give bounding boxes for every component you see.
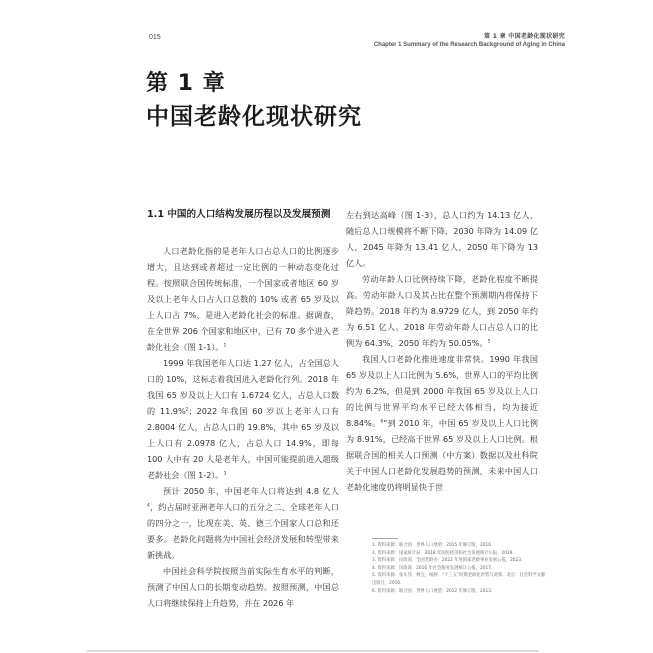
paragraph-text: 预计 2050 年，中国老年人口将达到 4.8 亿人 <box>163 486 339 496</box>
footnote-ref[interactable]: 3 <box>223 471 227 477</box>
paragraph <box>147 243 339 355</box>
page-number: 015 <box>149 34 161 41</box>
footnote: 6. 资料来源：联合国．世界人口展望：2012 年修订版，2013. <box>372 588 493 594</box>
paragraph-text: 劳动年龄人口比例持续下降，老龄化程度不断提高。劳动年龄人口及其占比在整个预测期内将保持下降趋势。2018 年约为 8.9729 亿人，到 2050 年约为 6.51 亿人。2018 年劳动年龄人口占总人口的比例为 64.3%，2050 年约为 50.05%。 <box>346 274 538 348</box>
footnote-ref[interactable]: 5 <box>487 339 491 345</box>
footnote: 3. 资料来源：民政部，全国老龄办．2022 年度国家老龄事业发展公报，2023. <box>372 558 523 564</box>
paragraph <box>147 355 339 483</box>
footnote: 1. 资料来源：联合国．世界人口展望：2015 年修订版，2016. <box>372 543 493 548</box>
footnote-ref[interactable]: 1 <box>223 343 227 349</box>
footnote-ref[interactable]: 4 <box>147 503 150 509</box>
paragraph-text: 中国社会科学院按照当前实际生育水平的判断，预测了中国人口的长期变动趋势。按照预测，中国总人口将继续保持上升趋势，并在 2026 年 <box>147 566 339 608</box>
footnote: 5. 资料来源：张车伟，林宝，杨舸．“十三五”时期老龄化形势与对策．北京：社会科学文献出版社，2016. <box>372 573 546 586</box>
paragraph <box>346 207 538 271</box>
section-heading: 1.1 中国的人口结构发展历程以及发展预测 <box>147 209 331 220</box>
running-head-english: Chapter 1 Summary of the Research Background of Aging in China <box>373 42 565 48</box>
paragraph-text: 人口老龄化指的是老年人口占总人口的比例逐步增大，且达到或者超过一定比例的一种动态变化过程。按照联合国传统标准，一个国家或者地区 60 岁及以上老年人口占人口总数的 10% 或者 65 岁及以上人口占 7%，是进入老龄化社会的标准。据调查，在全世界 206 个国家和地区中，已有 70 多个进入老龄化社会（图 1-1）。 <box>147 246 339 352</box>
footnote-divider <box>372 538 398 539</box>
footnote: 2. 资料来源：国家统计局．2018 年国民经济和社会发展统计公报，2019. <box>372 550 514 556</box>
paragraph-text: 我国人口老龄化推进速度非常快。1990 年我国 65 岁及以上人口比例为 5.6%，世界人口的平均比例约为 6.2%，但是到 2000 年我国 65 岁及以上人口的比例与世界平均水平已经大体相当，均为接近 8.84%。 <box>346 354 538 428</box>
chapter-number: 第 1 章 <box>146 71 226 96</box>
paragraph-text: ；2022 年我国 60 岁以上老年人口有 2.8004 亿人，占总人口的 19.8%，其中 65 岁及以上人口有 2.0978 亿人，占总人口 14.9%，即每 100 人中有 20 人是老年人，中国可能提前进入超级老龄社会（图 1-2）。 <box>147 406 339 480</box>
footnote: 4. 资料来源：民政部．2016 年社会服务发展统计公报，2017. <box>372 565 493 571</box>
right-column <box>346 207 538 495</box>
paragraph <box>147 563 339 611</box>
running-head <box>374 33 565 49</box>
running-head-chinese: 第 1 章 中国老龄化现状研究 <box>484 33 565 40</box>
footnote-ref[interactable]: 6 <box>380 419 384 425</box>
paragraph-text: 左右到达高峰（图 1-3），总人口约为 14.13 亿人，随后总人口规模将不断下降，2030 年降为 14.09 亿人，2045 年降为 13.41 亿人，2050 年下降为 13 亿人。 <box>346 210 538 268</box>
paragraph-text: ，约占届时亚洲老年人口的五分之二、全球老年人口的四分之一，比现在美、英、德三个国家人口总和还要多。老龄化问题将为中国社会经济发展和转型带来新挑战。 <box>147 502 339 560</box>
paragraph-text: “到 2010 年，中国 65 岁及以上人口比例为 8.91%，已经高于世界 65 岁及以上人口比例。根据联合国的相关人口预测（中方案）数据以及社科院关于中国人口老龄化发展趋势的预测，未来中国人口老龄化速度仍将明显快于世 <box>346 418 538 492</box>
left-column <box>147 207 339 611</box>
page-bottom-divider <box>87 650 539 652</box>
paragraph <box>346 351 538 495</box>
chapter-title: 中国老龄化现状研究 <box>146 104 362 130</box>
footnotes <box>372 538 548 595</box>
paragraph-text: 1999 年我国老年人口达 1.27 亿人，占全国总人口的 10%，这标志着我国进入老龄化行列。2018 年我国 65 岁及以上人口有 1.6724 亿人，占总人口数的 11.9% <box>147 358 339 416</box>
footnote-ref[interactable]: 2 <box>185 407 189 413</box>
paragraph <box>147 483 339 563</box>
paragraph <box>346 271 538 351</box>
